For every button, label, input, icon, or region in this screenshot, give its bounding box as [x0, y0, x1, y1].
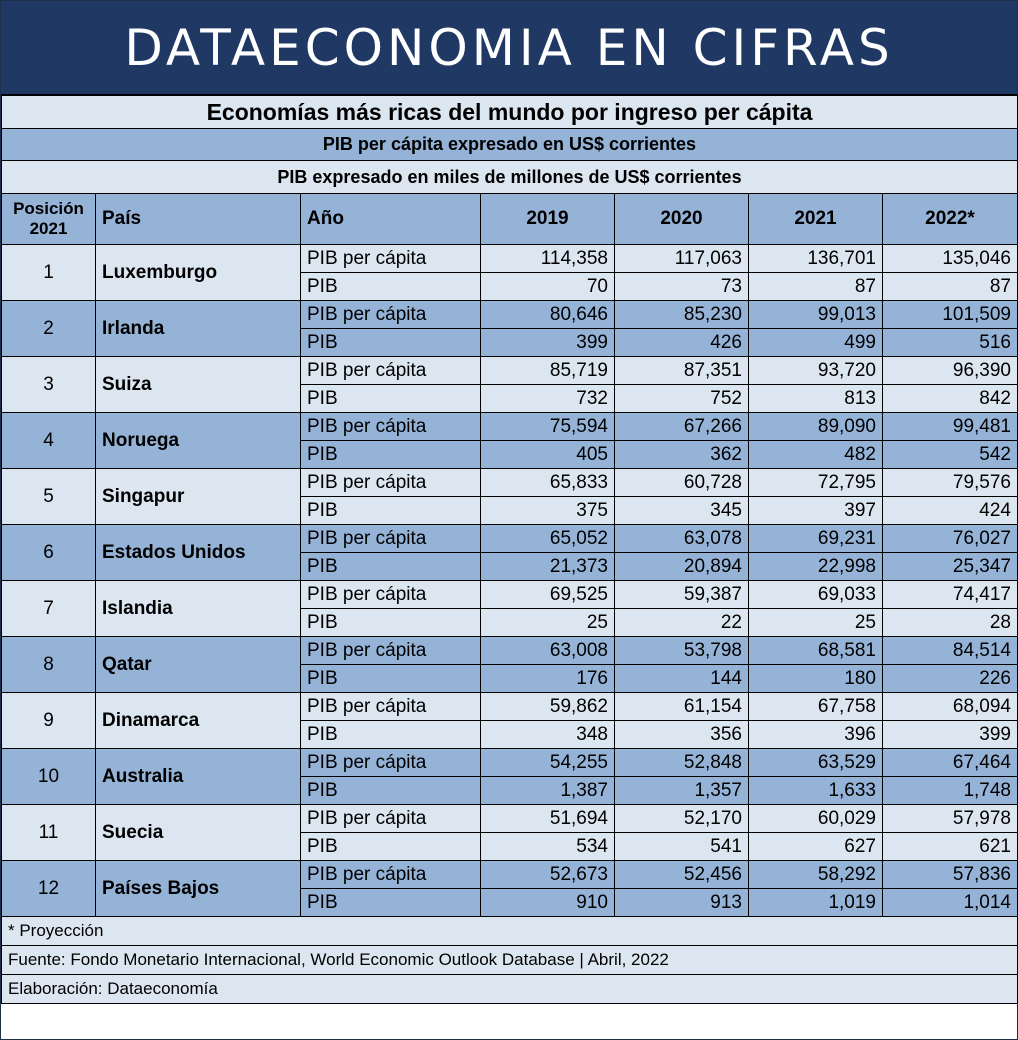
indicator-gdp: PIB: [301, 497, 481, 525]
value-cell: 59,387: [615, 581, 749, 609]
value-cell: 114,358: [481, 245, 615, 273]
value-cell: 65,833: [481, 469, 615, 497]
indicator-gdp: PIB: [301, 665, 481, 693]
position-cell: 9: [2, 693, 96, 749]
value-cell: 67,464: [883, 749, 1018, 777]
table-row: [2, 525, 1018, 553]
country-cell: Países Bajos: [96, 861, 301, 917]
table-row: [2, 693, 1018, 721]
value-cell: 910: [481, 889, 615, 917]
value-cell: 58,292: [749, 861, 883, 889]
header-year-2022: 2022*: [883, 194, 1018, 245]
value-cell: 75,594: [481, 413, 615, 441]
position-cell: 11: [2, 805, 96, 861]
value-cell: 61,154: [615, 693, 749, 721]
table-title: Economías más ricas del mundo por ingreso per cápita: [2, 96, 1018, 129]
position-cell: 10: [2, 749, 96, 805]
value-cell: 732: [481, 385, 615, 413]
banner-title: DATAECONOMIA EN CIFRAS: [124, 18, 894, 77]
indicator-per-capita: PIB per cápita: [301, 357, 481, 385]
position-cell: 4: [2, 413, 96, 469]
indicator-gdp: PIB: [301, 889, 481, 917]
value-cell: 534: [481, 833, 615, 861]
header-year-2020: 2020: [615, 194, 749, 245]
indicator-gdp: PIB: [301, 441, 481, 469]
country-cell: Islandia: [96, 581, 301, 637]
position-cell: 5: [2, 469, 96, 525]
position-cell: 1: [2, 245, 96, 301]
value-cell: 542: [883, 441, 1018, 469]
position-cell: 12: [2, 861, 96, 917]
value-cell: 499: [749, 329, 883, 357]
indicator-per-capita: PIB per cápita: [301, 469, 481, 497]
table-subtitle-gdp: PIB expresado en miles de millones de US$ corrientes: [2, 161, 1018, 194]
value-cell: 85,230: [615, 301, 749, 329]
value-cell: 54,255: [481, 749, 615, 777]
value-cell: 60,728: [615, 469, 749, 497]
value-cell: 424: [883, 497, 1018, 525]
value-cell: 99,013: [749, 301, 883, 329]
value-cell: 52,170: [615, 805, 749, 833]
value-cell: 913: [615, 889, 749, 917]
footnote-source: Fuente: Fondo Monetario Internacional, World Economic Outlook Database | Abril, 2022: [2, 946, 1018, 975]
value-cell: 136,701: [749, 245, 883, 273]
country-cell: Singapur: [96, 469, 301, 525]
table-subtitle-per-capita: PIB per cápita expresado en US$ corrientes: [2, 129, 1018, 161]
indicator-per-capita: PIB per cápita: [301, 637, 481, 665]
value-cell: 813: [749, 385, 883, 413]
value-cell: 28: [883, 609, 1018, 637]
country-cell: Suiza: [96, 357, 301, 413]
value-cell: 63,008: [481, 637, 615, 665]
header-indicator: Año: [301, 194, 481, 245]
value-cell: 76,027: [883, 525, 1018, 553]
table-row: [2, 357, 1018, 385]
value-cell: 52,848: [615, 749, 749, 777]
indicator-gdp: PIB: [301, 329, 481, 357]
value-cell: 375: [481, 497, 615, 525]
value-cell: 96,390: [883, 357, 1018, 385]
indicator-gdp: PIB: [301, 609, 481, 637]
footnote-projection: * Proyección: [2, 917, 1018, 946]
value-cell: 180: [749, 665, 883, 693]
value-cell: 345: [615, 497, 749, 525]
value-cell: 57,978: [883, 805, 1018, 833]
value-cell: 516: [883, 329, 1018, 357]
value-cell: 67,266: [615, 413, 749, 441]
value-cell: 842: [883, 385, 1018, 413]
value-cell: 89,090: [749, 413, 883, 441]
value-cell: 1,633: [749, 777, 883, 805]
value-cell: 101,509: [883, 301, 1018, 329]
table-row: [2, 245, 1018, 273]
footnote-credit: Elaboración: Dataeconomía: [2, 975, 1018, 1004]
value-cell: 117,063: [615, 245, 749, 273]
value-cell: 70: [481, 273, 615, 301]
gdp-table: [1, 95, 1018, 1004]
value-cell: 20,894: [615, 553, 749, 581]
value-cell: 1,387: [481, 777, 615, 805]
position-cell: 3: [2, 357, 96, 413]
country-cell: Dinamarca: [96, 693, 301, 749]
value-cell: 52,456: [615, 861, 749, 889]
indicator-per-capita: PIB per cápita: [301, 805, 481, 833]
value-cell: 63,078: [615, 525, 749, 553]
value-cell: 1,014: [883, 889, 1018, 917]
table-row: [2, 413, 1018, 441]
value-cell: 144: [615, 665, 749, 693]
value-cell: 59,862: [481, 693, 615, 721]
table-row: [2, 469, 1018, 497]
value-cell: 51,694: [481, 805, 615, 833]
value-cell: 67,758: [749, 693, 883, 721]
indicator-per-capita: PIB per cápita: [301, 861, 481, 889]
value-cell: 752: [615, 385, 749, 413]
indicator-gdp: PIB: [301, 385, 481, 413]
value-cell: 85,719: [481, 357, 615, 385]
indicator-per-capita: PIB per cápita: [301, 413, 481, 441]
value-cell: 52,673: [481, 861, 615, 889]
banner: [1, 1, 1017, 95]
value-cell: 99,481: [883, 413, 1018, 441]
table-row: [2, 805, 1018, 833]
value-cell: 68,094: [883, 693, 1018, 721]
value-cell: 426: [615, 329, 749, 357]
value-cell: 396: [749, 721, 883, 749]
indicator-per-capita: PIB per cápita: [301, 525, 481, 553]
indicator-per-capita: PIB per cápita: [301, 301, 481, 329]
value-cell: 135,046: [883, 245, 1018, 273]
value-cell: 627: [749, 833, 883, 861]
value-cell: 60,029: [749, 805, 883, 833]
value-cell: 74,417: [883, 581, 1018, 609]
header-position: [2, 194, 96, 245]
value-cell: 79,576: [883, 469, 1018, 497]
table-row: [2, 301, 1018, 329]
value-cell: 482: [749, 441, 883, 469]
value-cell: 72,795: [749, 469, 883, 497]
indicator-gdp: PIB: [301, 777, 481, 805]
country-cell: Australia: [96, 749, 301, 805]
value-cell: 621: [883, 833, 1018, 861]
value-cell: 63,529: [749, 749, 883, 777]
value-cell: 69,525: [481, 581, 615, 609]
indicator-gdp: PIB: [301, 273, 481, 301]
value-cell: 397: [749, 497, 883, 525]
value-cell: 69,231: [749, 525, 883, 553]
value-cell: 1,357: [615, 777, 749, 805]
value-cell: 25,347: [883, 553, 1018, 581]
header-position-line2: 2021: [29, 219, 68, 238]
country-cell: Suecia: [96, 805, 301, 861]
header-year-2021: 2021: [749, 194, 883, 245]
value-cell: 21,373: [481, 553, 615, 581]
indicator-per-capita: PIB per cápita: [301, 749, 481, 777]
value-cell: 541: [615, 833, 749, 861]
value-cell: 25: [481, 609, 615, 637]
value-cell: 87: [883, 273, 1018, 301]
indicator-per-capita: PIB per cápita: [301, 245, 481, 273]
value-cell: 65,052: [481, 525, 615, 553]
indicator-gdp: PIB: [301, 721, 481, 749]
value-cell: 176: [481, 665, 615, 693]
value-cell: 348: [481, 721, 615, 749]
country-cell: Noruega: [96, 413, 301, 469]
value-cell: 53,798: [615, 637, 749, 665]
position-cell: 6: [2, 525, 96, 581]
country-cell: Luxemburgo: [96, 245, 301, 301]
value-cell: 69,033: [749, 581, 883, 609]
value-cell: 1,748: [883, 777, 1018, 805]
country-cell: Irlanda: [96, 301, 301, 357]
value-cell: 93,720: [749, 357, 883, 385]
table-row: [2, 637, 1018, 665]
value-cell: 356: [615, 721, 749, 749]
value-cell: 399: [481, 329, 615, 357]
value-cell: 226: [883, 665, 1018, 693]
indicator-gdp: PIB: [301, 833, 481, 861]
header-year-2019: 2019: [481, 194, 615, 245]
value-cell: 80,646: [481, 301, 615, 329]
header-position-line1: Posición: [13, 199, 84, 219]
value-cell: 57,836: [883, 861, 1018, 889]
value-cell: 68,581: [749, 637, 883, 665]
value-cell: 73: [615, 273, 749, 301]
value-cell: 1,019: [749, 889, 883, 917]
value-cell: 87,351: [615, 357, 749, 385]
value-cell: 84,514: [883, 637, 1018, 665]
value-cell: 405: [481, 441, 615, 469]
indicator-per-capita: PIB per cápita: [301, 693, 481, 721]
value-cell: 362: [615, 441, 749, 469]
table-row: [2, 581, 1018, 609]
table-row: [2, 749, 1018, 777]
country-cell: Qatar: [96, 637, 301, 693]
header-row: [2, 194, 1018, 245]
indicator-per-capita: PIB per cápita: [301, 581, 481, 609]
value-cell: 22,998: [749, 553, 883, 581]
indicator-gdp: PIB: [301, 553, 481, 581]
value-cell: 399: [883, 721, 1018, 749]
table-row: [2, 861, 1018, 889]
value-cell: 22: [615, 609, 749, 637]
value-cell: 87: [749, 273, 883, 301]
header-country: País: [96, 194, 301, 245]
value-cell: 25: [749, 609, 883, 637]
position-cell: 2: [2, 301, 96, 357]
position-cell: 8: [2, 637, 96, 693]
position-cell: 7: [2, 581, 96, 637]
country-cell: Estados Unidos: [96, 525, 301, 581]
